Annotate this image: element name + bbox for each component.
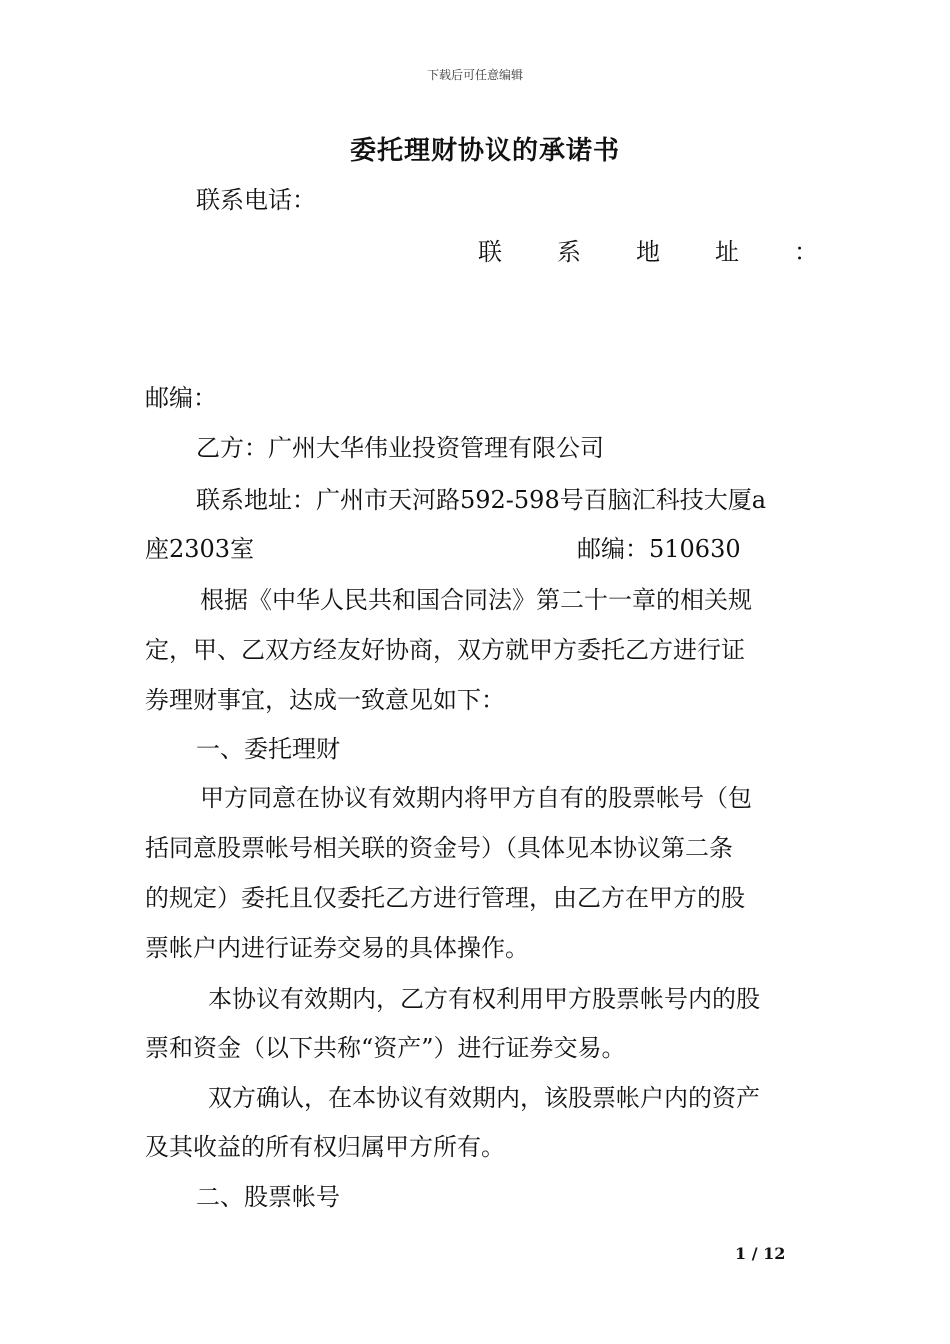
section-2-heading: 二、股票帐号 [196, 1183, 340, 1211]
contact-address-char: 地 [636, 238, 660, 266]
intro-paragraph-line: 券理财事宜，达成一致意见如下： [145, 686, 505, 714]
party-b-address-line-1: 联系地址：广州市天河路592-598号百脑汇科技大厦a [196, 486, 767, 514]
section-1-paragraph-line: 甲方同意在协议有效期内将甲方自有的股票帐号（包 [200, 784, 752, 812]
party-b-line: 乙方：广州大华伟业投资管理有限公司 [196, 434, 604, 462]
intro-paragraph-line: 根据《中华人民共和国合同法》第二十一章的相关规 [200, 586, 752, 614]
confirm-paragraph-line: 及其收益的所有权归属甲方所有。 [145, 1133, 505, 1161]
page-number: 1 / 12 [735, 1244, 786, 1263]
confirm-paragraph-line: 双方确认，在本协议有效期内，该股票帐户内的资产 [208, 1084, 760, 1112]
document-title: 委托理财协议的承诺书 [349, 136, 620, 166]
rights-paragraph-line: 本协议有效期内，乙方有权利用甲方股票帐号内的股 [208, 985, 760, 1013]
contact-address-char: 系 [557, 238, 581, 266]
contact-address-label [478, 232, 818, 264]
intro-paragraph-line: 定，甲、乙双方经友好协商，双方就甲方委托乙方进行证 [145, 636, 745, 664]
contact-address-char: 址 [715, 238, 739, 266]
section-1-paragraph-line: 的规定）委托且仅委托乙方进行管理，由乙方在甲方的股 [145, 884, 745, 912]
contact-address-char: ： [794, 238, 818, 266]
party-b-postcode: 邮编：510630 [577, 535, 741, 563]
contact-phone-label: 联系电话： [196, 186, 316, 214]
rights-paragraph-line: 票和资金（以下共称“资产”）进行证券交易。 [145, 1034, 626, 1062]
party-b-address-line-2: 座2303室 [145, 535, 255, 563]
section-1-paragraph-line: 括同意股票帐号相关联的资金号）（具体见本协议第二条 [145, 834, 733, 862]
contact-address-char: 联 [478, 238, 502, 266]
section-1-heading: 一、委托理财 [196, 735, 340, 763]
header-note: 下载后可任意编辑 [426, 68, 523, 82]
postcode-label: 邮编： [145, 384, 217, 412]
section-1-paragraph-line: 票帐户内进行证券交易的具体操作。 [145, 934, 529, 962]
